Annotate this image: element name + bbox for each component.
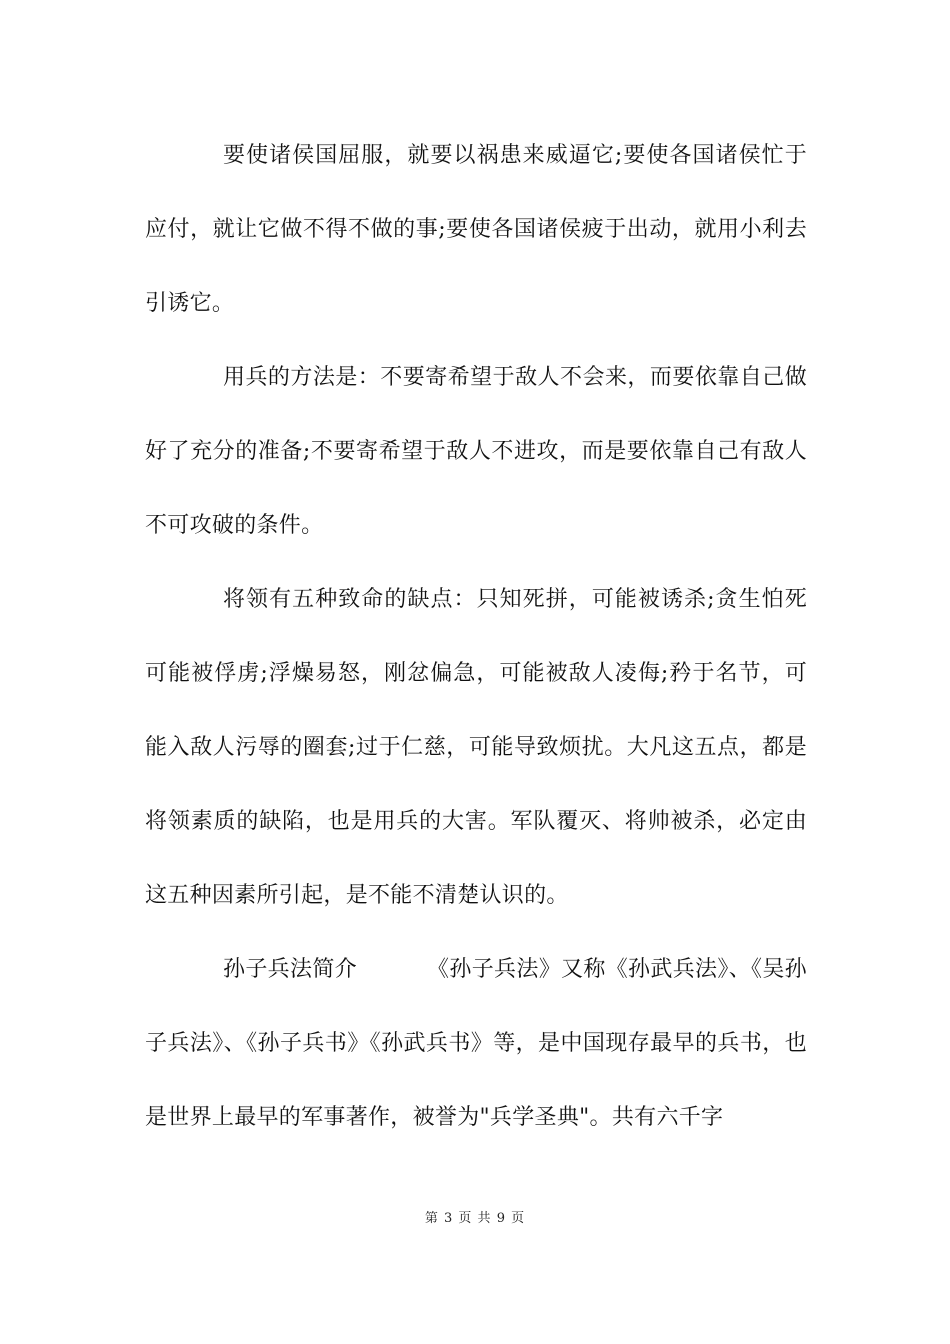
- intro-text: 《孙子兵法》又称《孙武兵法》、《吴孙子兵法》、《孙子兵书》《孙武兵书》等，是中国现存最早的兵书，也是世界上最早的军事著作，被誉为"兵学圣典"。共有六千字: [145, 957, 807, 1130]
- paragraph-3: 将领有五种致命的缺点：只知死拼，可能被诱杀;贪生怕死可能被俘虏;浮燥易怒，刚忿偏急，可能被敌人凌侮;矜于名节，可能入敌人污辱的圈套;过于仁慈，可能导致烦扰。大凡这五点，都是将领素质的缺陷，也是用兵的大害。军队覆灭、将帅被杀，必定由这五种因素所引起，是不能不清楚认识的。: [145, 587, 807, 908]
- paragraph-1: 要使诸侯国屈服，就要以祸患来威逼它;要使各国诸侯忙于应付，就让它做不得不做的事;要使各国诸侯疲于出动，就用小利去引诱它。: [145, 143, 807, 316]
- paragraph-2: 用兵的方法是：不要寄希望于敌人不会来，而要依靠自己做好了充分的准备;不要寄希望于敌人不进攻，而是要依靠自己有敌人不可攻破的条件。: [145, 365, 807, 538]
- paragraph-intro: [145, 933, 807, 1155]
- page-footer: 第 3 页 共 9 页: [424, 1211, 526, 1226]
- intro-heading: 孙子兵法简介: [223, 957, 357, 982]
